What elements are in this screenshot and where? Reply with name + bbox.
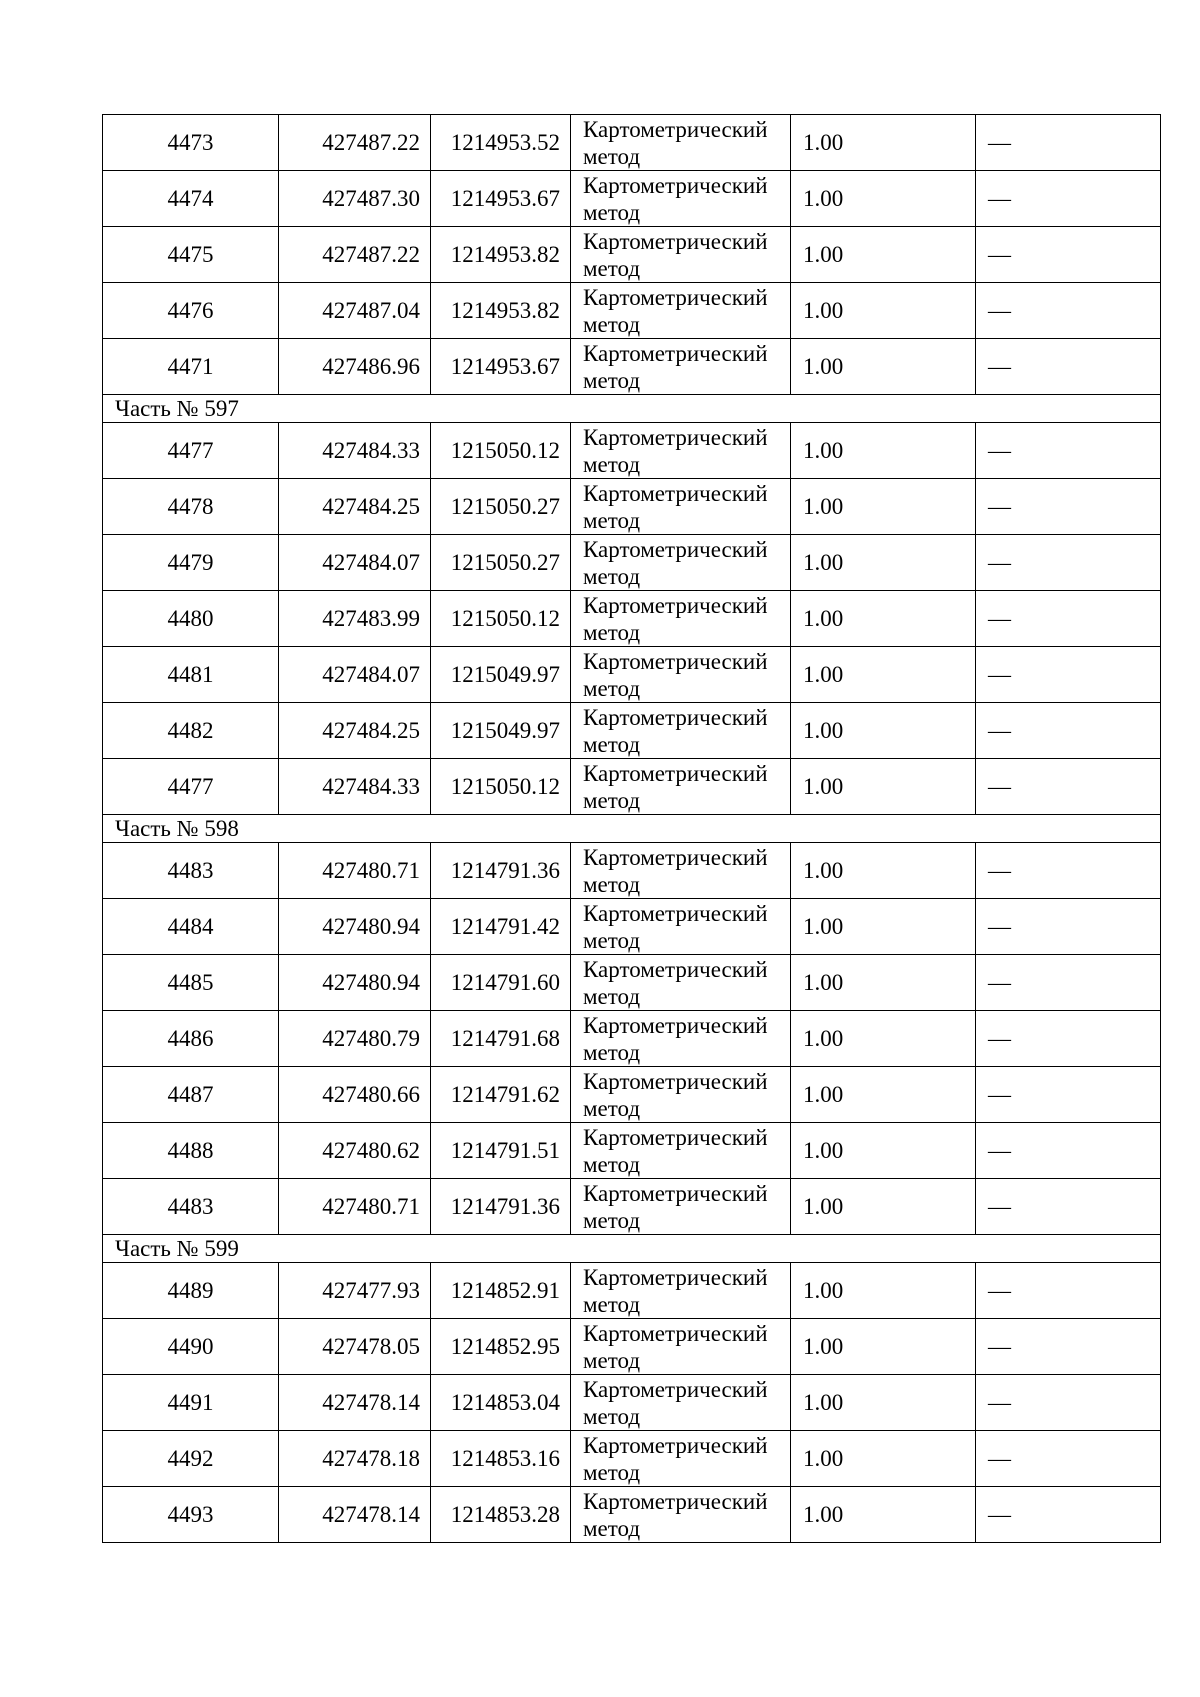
table-row [103, 703, 1161, 759]
method-text-line1: Картометрический [583, 1320, 768, 1346]
x-coordinate-cell: 427484.33 [279, 423, 431, 479]
note-cell: — [976, 591, 1161, 647]
method-text-line2: метод [583, 619, 641, 645]
y-coordinate-cell: 1215049.97 [431, 703, 571, 759]
method-cell [571, 479, 791, 535]
y-coordinate-cell: 1214953.67 [431, 339, 571, 395]
x-coordinate-cell: 427487.30 [279, 171, 431, 227]
method-text-line1: Картометрический [583, 116, 768, 142]
note-cell: — [976, 1431, 1161, 1487]
accuracy-cell: 1.00 [791, 1123, 976, 1179]
note-cell: — [976, 115, 1161, 171]
point-number-cell: 4474 [103, 171, 279, 227]
method-cell [571, 1375, 791, 1431]
x-coordinate-cell: 427487.04 [279, 283, 431, 339]
x-coordinate-cell: 427477.93 [279, 1263, 431, 1319]
method-cell [571, 1487, 791, 1543]
x-coordinate-cell: 427487.22 [279, 115, 431, 171]
method-text-line1: Картометрический [583, 760, 768, 786]
method-text-line2: метод [583, 507, 641, 533]
accuracy-cell: 1.00 [791, 1011, 976, 1067]
y-coordinate-cell: 1214791.60 [431, 955, 571, 1011]
x-coordinate-cell: 427484.33 [279, 759, 431, 815]
point-number-cell: 4477 [103, 759, 279, 815]
note-cell: — [976, 339, 1161, 395]
accuracy-cell: 1.00 [791, 227, 976, 283]
accuracy-cell: 1.00 [791, 1179, 976, 1235]
section-label: Часть № 597 [103, 395, 1161, 423]
point-number-cell: 4471 [103, 339, 279, 395]
note-cell: — [976, 1179, 1161, 1235]
x-coordinate-cell: 427480.71 [279, 843, 431, 899]
x-coordinate-cell: 427484.25 [279, 703, 431, 759]
method-text-line2: метод [583, 143, 641, 169]
x-coordinate-cell: 427480.66 [279, 1067, 431, 1123]
method-cell [571, 339, 791, 395]
point-number-cell: 4482 [103, 703, 279, 759]
accuracy-cell: 1.00 [791, 1319, 976, 1375]
method-cell [571, 1431, 791, 1487]
method-text-line1: Картометрический [583, 956, 768, 982]
x-coordinate-cell: 427487.22 [279, 227, 431, 283]
method-text-line2: метод [583, 563, 641, 589]
method-cell [571, 283, 791, 339]
y-coordinate-cell: 1215049.97 [431, 647, 571, 703]
y-coordinate-cell: 1214791.68 [431, 1011, 571, 1067]
method-text-line1: Картометрический [583, 172, 768, 198]
table-row [103, 423, 1161, 479]
note-cell: — [976, 227, 1161, 283]
method-cell [571, 535, 791, 591]
method-cell [571, 115, 791, 171]
note-cell: — [976, 1263, 1161, 1319]
x-coordinate-cell: 427480.94 [279, 899, 431, 955]
method-text-line2: метод [583, 983, 641, 1009]
accuracy-cell: 1.00 [791, 955, 976, 1011]
table-row [103, 227, 1161, 283]
point-number-cell: 4473 [103, 115, 279, 171]
x-coordinate-cell: 427483.99 [279, 591, 431, 647]
x-coordinate-cell: 427486.96 [279, 339, 431, 395]
method-text-line1: Картометрический [583, 1376, 768, 1402]
method-cell [571, 703, 791, 759]
table-row [103, 899, 1161, 955]
accuracy-cell: 1.00 [791, 1431, 976, 1487]
method-text-line1: Картометрический [583, 704, 768, 730]
y-coordinate-cell: 1214791.42 [431, 899, 571, 955]
x-coordinate-cell: 427478.14 [279, 1375, 431, 1431]
y-coordinate-cell: 1215050.27 [431, 535, 571, 591]
y-coordinate-cell: 1214852.91 [431, 1263, 571, 1319]
method-text-line2: метод [583, 927, 641, 953]
point-number-cell: 4493 [103, 1487, 279, 1543]
x-coordinate-cell: 427484.07 [279, 647, 431, 703]
method-text-line2: метод [583, 255, 641, 281]
note-cell: — [976, 479, 1161, 535]
note-cell: — [976, 535, 1161, 591]
table-row [103, 591, 1161, 647]
table-row [103, 283, 1161, 339]
table-row [103, 171, 1161, 227]
method-text-line2: метод [583, 451, 641, 477]
point-number-cell: 4485 [103, 955, 279, 1011]
method-text-line1: Картометрический [583, 1012, 768, 1038]
point-number-cell: 4477 [103, 423, 279, 479]
table-row [103, 479, 1161, 535]
point-number-cell: 4475 [103, 227, 279, 283]
note-cell: — [976, 703, 1161, 759]
accuracy-cell: 1.00 [791, 1067, 976, 1123]
accuracy-cell: 1.00 [791, 479, 976, 535]
method-cell [571, 591, 791, 647]
x-coordinate-cell: 427478.14 [279, 1487, 431, 1543]
section-label: Часть № 598 [103, 815, 1161, 843]
method-cell [571, 899, 791, 955]
accuracy-cell: 1.00 [791, 843, 976, 899]
method-cell [571, 227, 791, 283]
accuracy-cell: 1.00 [791, 339, 976, 395]
x-coordinate-cell: 427480.79 [279, 1011, 431, 1067]
accuracy-cell: 1.00 [791, 423, 976, 479]
point-number-cell: 4486 [103, 1011, 279, 1067]
note-cell: — [976, 1319, 1161, 1375]
y-coordinate-cell: 1214791.36 [431, 843, 571, 899]
accuracy-cell: 1.00 [791, 591, 976, 647]
y-coordinate-cell: 1215050.12 [431, 591, 571, 647]
y-coordinate-cell: 1214953.82 [431, 227, 571, 283]
method-text-line1: Картометрический [583, 480, 768, 506]
note-cell: — [976, 1011, 1161, 1067]
method-text-line1: Картометрический [583, 900, 768, 926]
x-coordinate-cell: 427484.07 [279, 535, 431, 591]
note-cell: — [976, 955, 1161, 1011]
note-cell: — [976, 899, 1161, 955]
table-row [103, 1431, 1161, 1487]
x-coordinate-cell: 427484.25 [279, 479, 431, 535]
table-body [103, 115, 1161, 1543]
y-coordinate-cell: 1214953.52 [431, 115, 571, 171]
point-number-cell: 4480 [103, 591, 279, 647]
note-cell: — [976, 1487, 1161, 1543]
table-row [103, 955, 1161, 1011]
note-cell: — [976, 423, 1161, 479]
method-text-line2: метод [583, 871, 641, 897]
method-cell [571, 759, 791, 815]
table-row [103, 1179, 1161, 1235]
method-text-line2: метод [583, 1403, 641, 1429]
method-text-line1: Картометрический [583, 844, 768, 870]
y-coordinate-cell: 1215050.12 [431, 759, 571, 815]
method-text-line1: Картометрический [583, 284, 768, 310]
method-text-line1: Картометрический [583, 648, 768, 674]
method-text-line2: метод [583, 199, 641, 225]
accuracy-cell: 1.00 [791, 1487, 976, 1543]
note-cell: — [976, 1123, 1161, 1179]
method-text-line1: Картометрический [583, 1068, 768, 1094]
note-cell: — [976, 283, 1161, 339]
method-cell [571, 1263, 791, 1319]
coordinates-table [102, 114, 1161, 1543]
table-row [103, 339, 1161, 395]
accuracy-cell: 1.00 [791, 759, 976, 815]
method-text-line2: метод [583, 1459, 641, 1485]
point-number-cell: 4476 [103, 283, 279, 339]
accuracy-cell: 1.00 [791, 1375, 976, 1431]
method-cell [571, 1067, 791, 1123]
y-coordinate-cell: 1214853.28 [431, 1487, 571, 1543]
table-row [103, 1487, 1161, 1543]
method-cell [571, 1179, 791, 1235]
method-cell [571, 843, 791, 899]
method-text-line1: Картометрический [583, 1432, 768, 1458]
table-row [103, 535, 1161, 591]
method-text-line1: Картометрический [583, 1264, 768, 1290]
point-number-cell: 4478 [103, 479, 279, 535]
y-coordinate-cell: 1215050.12 [431, 423, 571, 479]
y-coordinate-cell: 1214953.67 [431, 171, 571, 227]
method-text-line1: Картометрический [583, 340, 768, 366]
y-coordinate-cell: 1214791.62 [431, 1067, 571, 1123]
method-text-line2: метод [583, 1039, 641, 1065]
y-coordinate-cell: 1214791.51 [431, 1123, 571, 1179]
point-number-cell: 4491 [103, 1375, 279, 1431]
method-text-line1: Картометрический [583, 1124, 768, 1150]
x-coordinate-cell: 427480.94 [279, 955, 431, 1011]
method-text-line1: Картометрический [583, 592, 768, 618]
y-coordinate-cell: 1214852.95 [431, 1319, 571, 1375]
method-text-line1: Картометрический [583, 1488, 768, 1514]
point-number-cell: 4483 [103, 843, 279, 899]
method-text-line1: Картометрический [583, 424, 768, 450]
method-text-line2: метод [583, 787, 641, 813]
x-coordinate-cell: 427480.71 [279, 1179, 431, 1235]
table-row [103, 1375, 1161, 1431]
method-cell [571, 171, 791, 227]
table-row [103, 759, 1161, 815]
accuracy-cell: 1.00 [791, 115, 976, 171]
point-number-cell: 4487 [103, 1067, 279, 1123]
method-text-line2: метод [583, 311, 641, 337]
section-label: Часть № 599 [103, 1235, 1161, 1263]
method-text-line2: метод [583, 1347, 641, 1373]
accuracy-cell: 1.00 [791, 1263, 976, 1319]
accuracy-cell: 1.00 [791, 535, 976, 591]
point-number-cell: 4484 [103, 899, 279, 955]
method-text-line1: Картометрический [583, 228, 768, 254]
note-cell: — [976, 1067, 1161, 1123]
x-coordinate-cell: 427478.18 [279, 1431, 431, 1487]
method-text-line2: метод [583, 1095, 641, 1121]
y-coordinate-cell: 1215050.27 [431, 479, 571, 535]
accuracy-cell: 1.00 [791, 899, 976, 955]
table-row [103, 1263, 1161, 1319]
x-coordinate-cell: 427480.62 [279, 1123, 431, 1179]
note-cell: — [976, 1375, 1161, 1431]
point-number-cell: 4488 [103, 1123, 279, 1179]
method-text-line1: Картометрический [583, 1180, 768, 1206]
table-row [103, 843, 1161, 899]
note-cell: — [976, 171, 1161, 227]
note-cell: — [976, 759, 1161, 815]
method-text-line2: метод [583, 731, 641, 757]
method-text-line2: метод [583, 1151, 641, 1177]
method-cell [571, 955, 791, 1011]
point-number-cell: 4479 [103, 535, 279, 591]
accuracy-cell: 1.00 [791, 647, 976, 703]
table-row [103, 1011, 1161, 1067]
method-text-line2: метод [583, 367, 641, 393]
point-number-cell: 4483 [103, 1179, 279, 1235]
method-cell [571, 1319, 791, 1375]
method-cell [571, 647, 791, 703]
method-text-line1: Картометрический [583, 536, 768, 562]
point-number-cell: 4489 [103, 1263, 279, 1319]
section-header-row [103, 1235, 1161, 1263]
method-text-line2: метод [583, 675, 641, 701]
method-text-line2: метод [583, 1207, 641, 1233]
point-number-cell: 4481 [103, 647, 279, 703]
x-coordinate-cell: 427478.05 [279, 1319, 431, 1375]
table-row [103, 115, 1161, 171]
y-coordinate-cell: 1214791.36 [431, 1179, 571, 1235]
note-cell: — [976, 843, 1161, 899]
y-coordinate-cell: 1214953.82 [431, 283, 571, 339]
point-number-cell: 4490 [103, 1319, 279, 1375]
table-row [103, 1123, 1161, 1179]
method-cell [571, 423, 791, 479]
method-text-line2: метод [583, 1515, 641, 1541]
method-cell [571, 1011, 791, 1067]
section-header-row [103, 815, 1161, 843]
method-text-line2: метод [583, 1291, 641, 1317]
y-coordinate-cell: 1214853.04 [431, 1375, 571, 1431]
y-coordinate-cell: 1214853.16 [431, 1431, 571, 1487]
accuracy-cell: 1.00 [791, 703, 976, 759]
table-row [103, 1319, 1161, 1375]
accuracy-cell: 1.00 [791, 283, 976, 339]
method-cell [571, 1123, 791, 1179]
point-number-cell: 4492 [103, 1431, 279, 1487]
accuracy-cell: 1.00 [791, 171, 976, 227]
table-row [103, 647, 1161, 703]
section-header-row [103, 395, 1161, 423]
note-cell: — [976, 647, 1161, 703]
table-row [103, 1067, 1161, 1123]
